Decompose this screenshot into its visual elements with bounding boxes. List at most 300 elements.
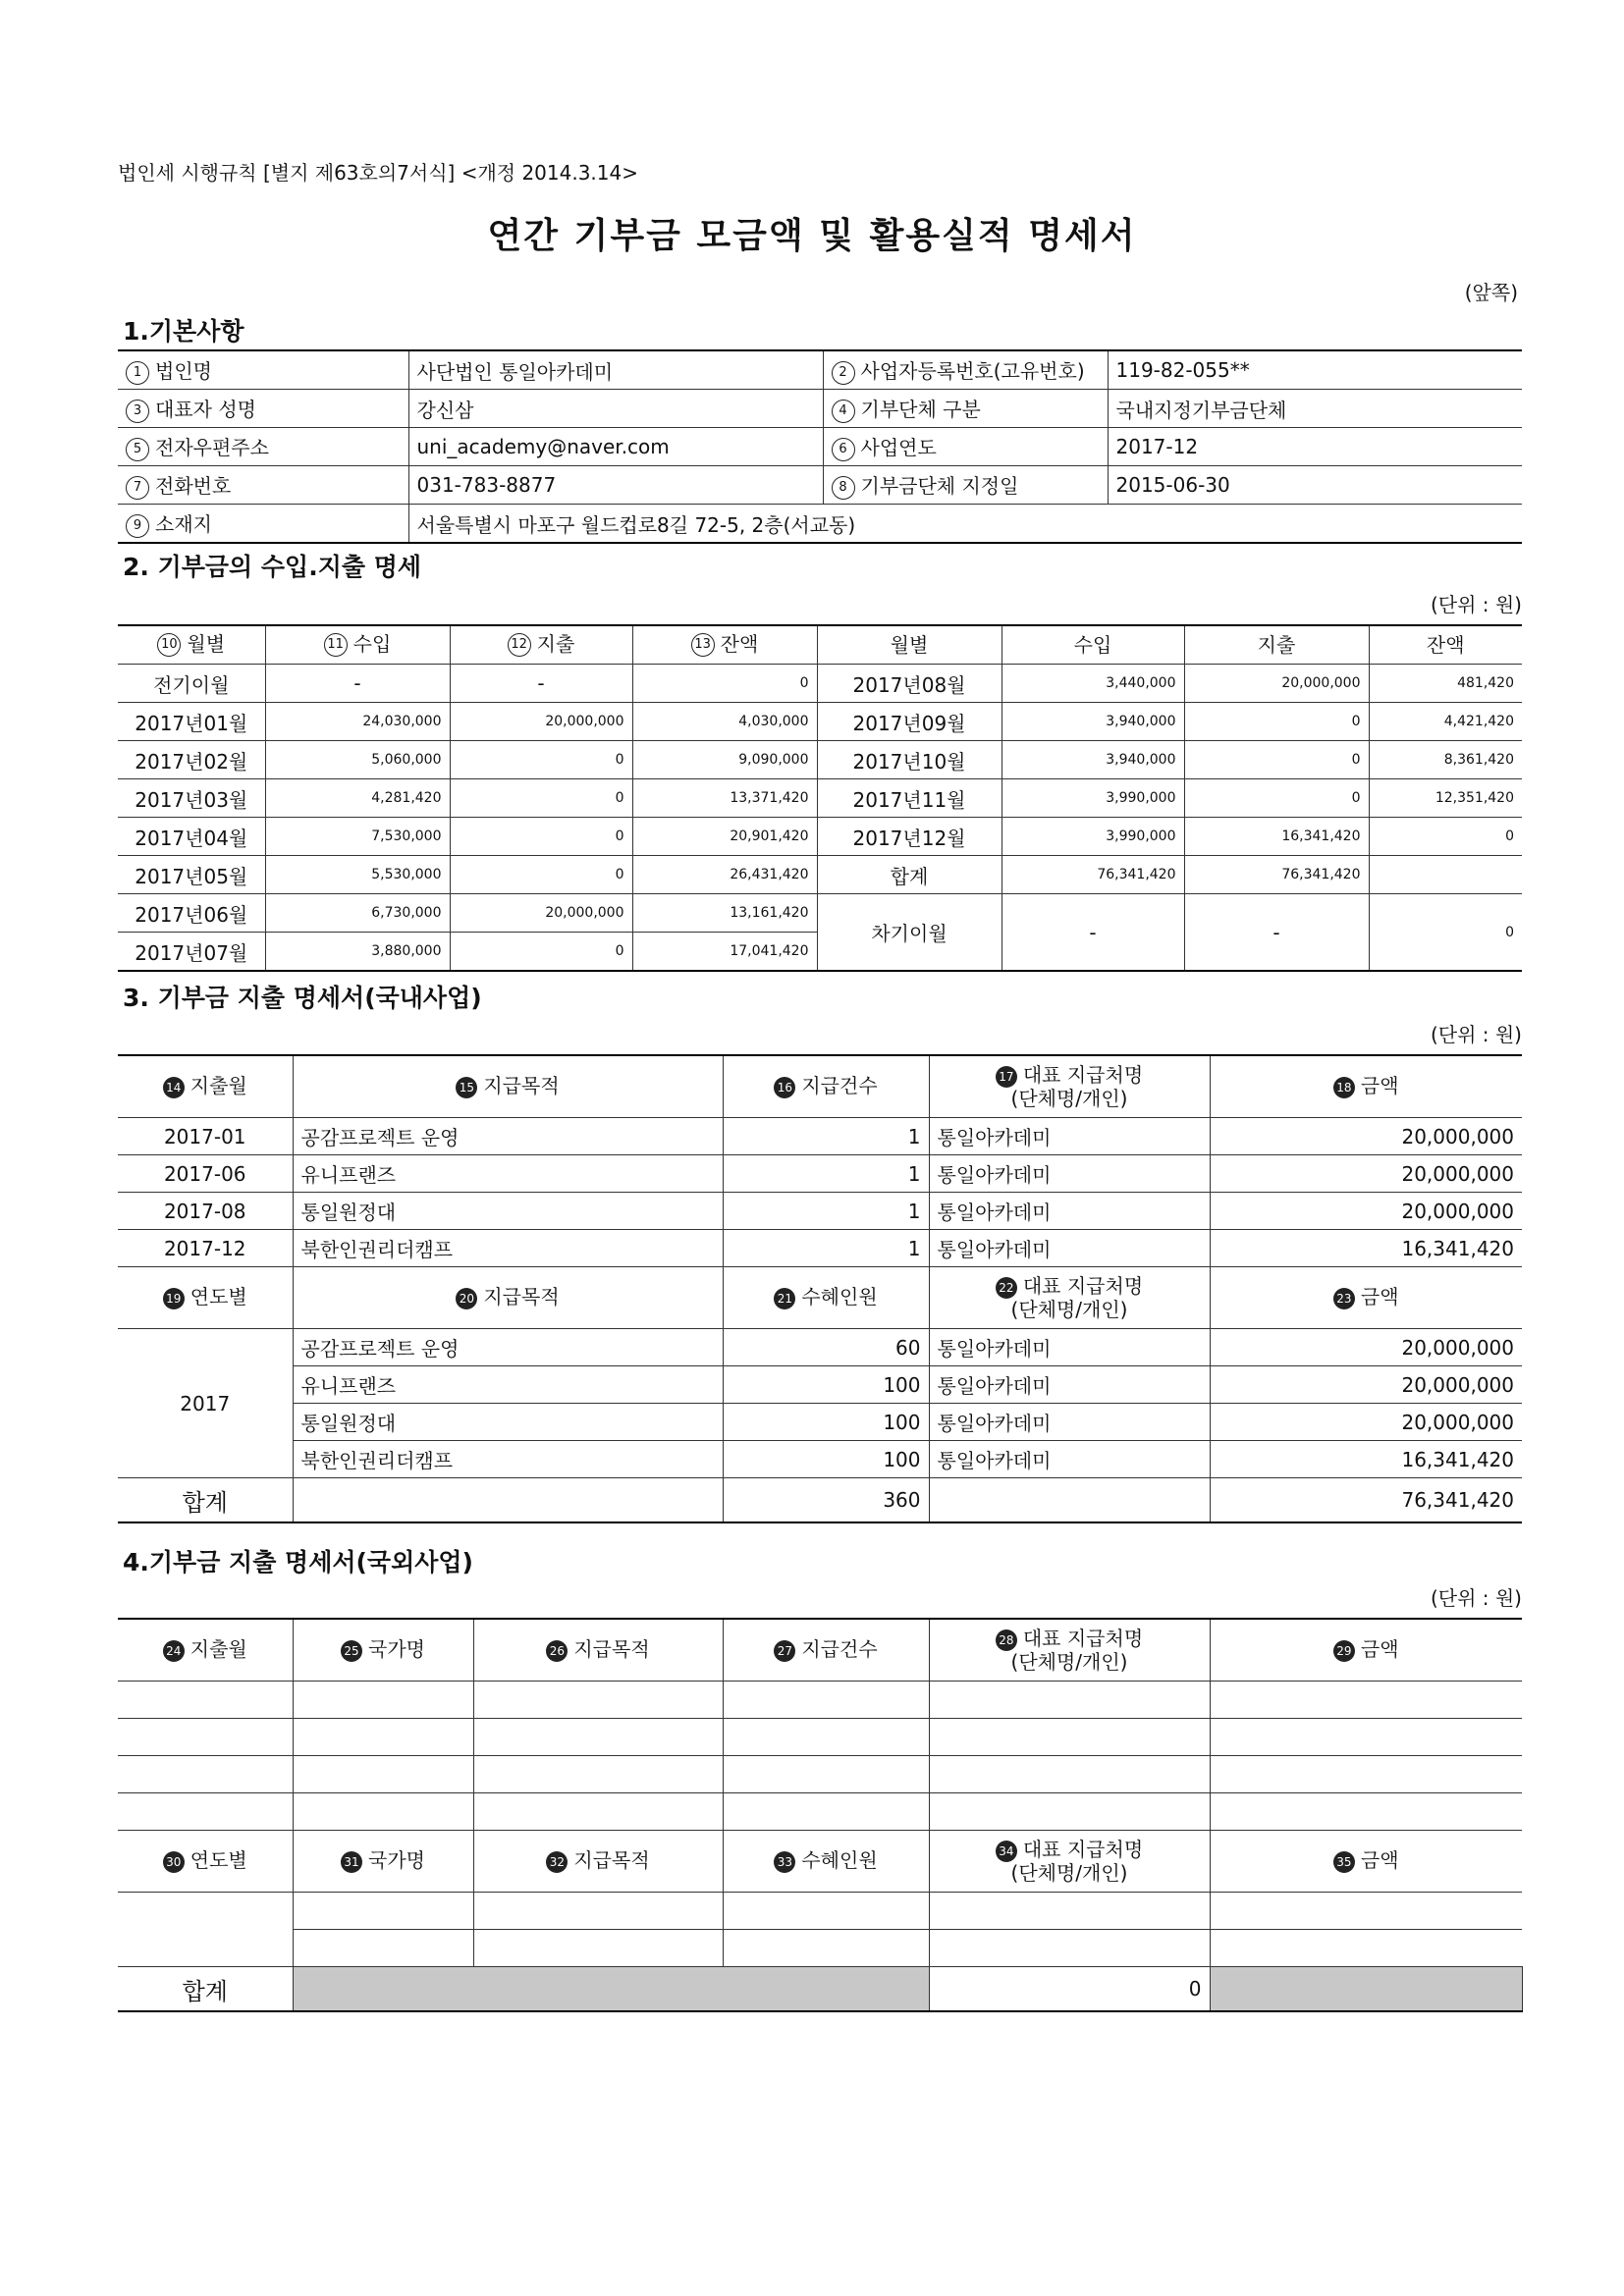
column-header — [293, 1267, 723, 1329]
empty-cell — [723, 1930, 929, 1967]
circled-number-icon: 22 — [996, 1277, 1017, 1299]
ledger-month: 2017년10월 — [817, 741, 1001, 779]
foreign-empty-row — [118, 1682, 1522, 1719]
empty-cell — [929, 1893, 1210, 1930]
empty-cell — [118, 1682, 293, 1719]
ledger-month: 2017년02월 — [118, 741, 265, 779]
circled-number-icon: 16 — [774, 1077, 795, 1098]
column-header-sub: (단체명/개인) — [1010, 1649, 1128, 1674]
circled-number-icon: 9 — [126, 514, 149, 538]
column-header-label: 금액 — [1360, 1848, 1399, 1873]
ledger-income: 3,990,000 — [1001, 779, 1184, 818]
column-header — [929, 1619, 1210, 1682]
section-domestic-title: 3. 기부금 지출 명세서(국내사업) — [123, 984, 482, 1012]
circled-number-icon: 6 — [832, 438, 855, 461]
circled-number-icon: 12 — [508, 633, 531, 657]
ledger-carry-balance: 0 — [1369, 894, 1522, 972]
ledger-month: 2017년01월 — [118, 703, 265, 741]
column-header-label: 월별 — [890, 633, 929, 657]
column-header — [1001, 625, 1184, 665]
ledger-income: 3,990,000 — [1001, 818, 1184, 856]
ledger-balance: 4,030,000 — [632, 703, 817, 741]
column-header-label: 금액 — [1360, 1285, 1399, 1309]
column-header-label: 국가명 — [368, 1848, 425, 1873]
column-header — [118, 1267, 293, 1329]
circled-number-icon: 28 — [996, 1629, 1017, 1651]
basic-key — [823, 350, 1108, 390]
column-header — [265, 625, 450, 665]
basic-value: 2015-06-30 — [1108, 466, 1522, 505]
column-header-sub: (단체명/개인) — [1010, 1860, 1128, 1885]
column-header — [118, 625, 265, 665]
domestic-header-row — [118, 1267, 1522, 1329]
ledger-balance: 481,420 — [1369, 665, 1522, 703]
spend-purpose: 공감프로젝트 운영 — [293, 1118, 723, 1155]
ledger-row — [118, 703, 1522, 741]
spend-amount: 20,000,000 — [1210, 1366, 1522, 1404]
ledger-row — [118, 665, 1522, 703]
ledger-income: 4,281,420 — [265, 779, 450, 818]
empty-cell — [723, 1893, 929, 1930]
ledger-balance: 13,371,420 — [632, 779, 817, 818]
ledger-income: 7,530,000 — [265, 818, 450, 856]
spend-amount: 16,341,420 — [1210, 1230, 1522, 1267]
empty-cell — [473, 1719, 723, 1756]
circled-number-icon: 33 — [774, 1851, 795, 1873]
ledger-unit: (단위 : 원) — [1430, 593, 1522, 616]
basic-value: 031-783-8877 — [408, 466, 823, 505]
circled-number-icon: 4 — [832, 400, 855, 423]
column-header — [293, 1619, 473, 1682]
ledger-month: 2017년12월 — [817, 818, 1001, 856]
basic-key-label: 기부단체 구분 — [860, 398, 981, 422]
ledger-balance: 8,361,420 — [1369, 741, 1522, 779]
ledger-carry-expense: - — [1184, 894, 1369, 972]
ledger-row — [118, 741, 1522, 779]
ledger-expense: 0 — [450, 856, 632, 894]
ledger-expense: 0 — [450, 933, 632, 972]
basic-key-label: 법인명 — [155, 359, 212, 384]
ledger-month: 2017년04월 — [118, 818, 265, 856]
ledger-income: 3,940,000 — [1001, 703, 1184, 741]
foreign-empty-row — [118, 1793, 1522, 1831]
foreign-table — [118, 1618, 1522, 2012]
recipient-name: 통일아카데미 — [929, 1118, 1210, 1155]
circled-number-icon: 8 — [832, 476, 855, 500]
empty-cell — [473, 1893, 723, 1930]
column-header — [1210, 1831, 1522, 1893]
ledger-income: 5,530,000 — [265, 856, 450, 894]
column-header-label: 지출 — [1257, 633, 1296, 657]
total-count: 360 — [723, 1478, 929, 1523]
year-cell — [118, 1893, 293, 1967]
page-side-label: (앞쪽) — [1464, 281, 1518, 304]
basic-key — [823, 428, 1108, 466]
recipient-name: 통일아카데미 — [929, 1155, 1210, 1193]
ledger-expense: 76,341,420 — [1184, 856, 1369, 894]
empty-cell — [1210, 1682, 1522, 1719]
empty-cell — [473, 1682, 723, 1719]
basic-info-table — [118, 349, 1522, 544]
total-row — [118, 1478, 1522, 1523]
ledger-month: 2017년06월 — [118, 894, 265, 933]
circled-number-icon: 19 — [163, 1288, 185, 1309]
basic-key — [823, 390, 1108, 428]
empty-cell — [293, 1793, 473, 1831]
circled-number-icon: 1 — [126, 361, 149, 385]
form-reference: 법인세 시행규칙 [별지 제63호의7서식] <개정 2014.3.14> — [118, 161, 638, 185]
basic-value: 119-82-055** — [1108, 350, 1522, 390]
ledger-month: 2017년09월 — [817, 703, 1001, 741]
column-header — [929, 1267, 1210, 1329]
basic-key — [118, 350, 408, 390]
empty-cell — [118, 1793, 293, 1831]
empty-cell — [1210, 1756, 1522, 1793]
column-header — [723, 1619, 929, 1682]
column-header — [723, 1055, 929, 1118]
basic-key — [118, 466, 408, 505]
basic-key — [118, 505, 408, 544]
circled-number-icon: 14 — [163, 1077, 185, 1098]
domestic-header-row — [118, 1055, 1522, 1118]
spend-amount: 20,000,000 — [1210, 1193, 1522, 1230]
column-header-label: 지급목적 — [573, 1848, 650, 1873]
circled-number-icon: 18 — [1333, 1077, 1355, 1098]
circled-number-icon: 31 — [341, 1851, 362, 1873]
ledger-expense: 0 — [1184, 741, 1369, 779]
basic-value: 사단법인 통일아카데미 — [408, 350, 823, 390]
empty-cell — [929, 1793, 1210, 1831]
circled-number-icon: 3 — [126, 400, 149, 423]
spend-count: 1 — [723, 1193, 929, 1230]
ledger-income: - — [265, 665, 450, 703]
total-label: 합계 — [118, 1967, 293, 2012]
column-header-label: 잔액 — [1426, 633, 1465, 657]
basic-row — [118, 505, 1522, 544]
ledger-balance: 0 — [1369, 818, 1522, 856]
ledger-balance — [1369, 856, 1522, 894]
recipient-name: 통일아카데미 — [929, 1230, 1210, 1267]
ledger-header-row — [118, 625, 1522, 665]
empty-cell — [929, 1682, 1210, 1719]
domestic-row — [118, 1366, 1522, 1404]
column-header-label: 지출월 — [189, 1637, 247, 1662]
recipient-name: 통일아카데미 — [929, 1193, 1210, 1230]
column-header-label: 국가명 — [368, 1637, 425, 1662]
year-cell: 2017 — [118, 1329, 293, 1478]
total-amount: 76,341,420 — [1210, 1478, 1522, 1523]
column-header-label: 지출월 — [189, 1074, 247, 1098]
empty-cell — [723, 1793, 929, 1831]
column-header-label: 연도별 — [189, 1285, 247, 1309]
ledger-balance: 0 — [632, 665, 817, 703]
total-label: 합계 — [118, 1478, 293, 1523]
basic-key-label: 전화번호 — [155, 474, 232, 499]
column-header — [632, 625, 817, 665]
basic-value: 서울특별시 마포구 월드컵로8길 72-5, 2층(서교동) — [408, 505, 1522, 544]
column-header-label: 연도별 — [189, 1848, 247, 1873]
empty-cell — [118, 1756, 293, 1793]
foreign-empty-row — [118, 1756, 1522, 1793]
basic-key — [118, 428, 408, 466]
empty-cell — [1210, 1893, 1522, 1930]
recipient-name: 통일아카데미 — [929, 1329, 1210, 1366]
empty-cell — [293, 1682, 473, 1719]
basic-key-label: 사업연도 — [860, 436, 937, 460]
section-basic-title: 1.기본사항 — [123, 317, 244, 346]
ledger-expense: 16,341,420 — [1184, 818, 1369, 856]
total-empty — [293, 1478, 723, 1523]
basic-key-label: 사업자등록번호(고유번호) — [860, 359, 1085, 384]
ledger-expense: 0 — [450, 779, 632, 818]
empty-cell — [1210, 1930, 1522, 1967]
ledger-expense: 0 — [1184, 703, 1369, 741]
column-header — [1210, 1619, 1522, 1682]
ledger-month: 합계 — [817, 856, 1001, 894]
circled-number-icon: 17 — [996, 1066, 1017, 1088]
spend-purpose: 통일원정대 — [293, 1193, 723, 1230]
circled-number-icon: 34 — [996, 1841, 1017, 1862]
empty-cell — [1210, 1719, 1522, 1756]
column-header-label: 지급건수 — [801, 1074, 878, 1098]
foreign-empty-row — [118, 1930, 1522, 1967]
column-header-label: 대표 지급처명 — [1022, 1838, 1144, 1862]
circled-number-icon: 20 — [456, 1288, 477, 1309]
spend-purpose: 북한인권리더캠프 — [293, 1230, 723, 1267]
spend-month: 2017-06 — [118, 1155, 293, 1193]
basic-key-label: 전자우편주소 — [155, 436, 269, 460]
ledger-expense: 20,000,000 — [450, 894, 632, 933]
column-header — [929, 1831, 1210, 1893]
circled-number-icon: 10 — [157, 633, 181, 657]
domestic-row — [118, 1155, 1522, 1193]
foreign-header-row — [118, 1831, 1522, 1893]
spend-month: 2017-08 — [118, 1193, 293, 1230]
spend-month: 2017-12 — [118, 1230, 293, 1267]
total-row — [118, 1967, 1522, 2012]
ledger-income: 24,030,000 — [265, 703, 450, 741]
circled-number-icon: 15 — [456, 1077, 477, 1098]
column-header-label: 지출 — [536, 631, 575, 656]
beneficiary-count: 100 — [723, 1366, 929, 1404]
empty-cell — [473, 1930, 723, 1967]
ledger-income: 5,060,000 — [265, 741, 450, 779]
column-header — [118, 1055, 293, 1118]
column-header — [473, 1619, 723, 1682]
circled-number-icon: 13 — [691, 633, 715, 657]
recipient-name: 통일아카데미 — [929, 1404, 1210, 1441]
circled-number-icon: 2 — [832, 361, 855, 385]
domestic-row — [118, 1193, 1522, 1230]
basic-key-label: 대표자 성명 — [155, 398, 256, 422]
empty-cell — [473, 1756, 723, 1793]
empty-cell — [293, 1756, 473, 1793]
column-header-label: 대표 지급처명 — [1022, 1063, 1144, 1088]
empty-cell — [929, 1719, 1210, 1756]
basic-value: uni_academy@naver.com — [408, 428, 823, 466]
column-header-label: 월별 — [187, 631, 226, 656]
section-ledger-title: 2. 기부금의 수입.지출 명세 — [123, 553, 422, 581]
domestic-row — [118, 1230, 1522, 1267]
total-empty — [929, 1478, 1210, 1523]
recipient-name: 통일아카데미 — [929, 1366, 1210, 1404]
column-header — [293, 1831, 473, 1893]
basic-value: 강신삼 — [408, 390, 823, 428]
beneficiary-count: 100 — [723, 1404, 929, 1441]
ledger-balance: 4,421,420 — [1369, 703, 1522, 741]
domestic-row — [118, 1329, 1522, 1366]
ledger-carry-income: - — [1001, 894, 1184, 972]
empty-cell — [723, 1682, 929, 1719]
circled-number-icon: 5 — [126, 438, 149, 461]
column-header — [723, 1831, 929, 1893]
spend-month: 2017-01 — [118, 1118, 293, 1155]
column-header-label: 잔액 — [720, 631, 759, 656]
circled-number-icon: 21 — [774, 1288, 795, 1309]
ledger-month: 2017년08월 — [817, 665, 1001, 703]
column-header-label: 지급목적 — [483, 1285, 560, 1309]
ledger-row — [118, 856, 1522, 894]
ledger-row — [118, 779, 1522, 818]
column-header — [1369, 625, 1522, 665]
ledger-income: 3,440,000 — [1001, 665, 1184, 703]
circled-number-icon: 30 — [163, 1851, 185, 1873]
column-header-label: 대표 지급처명 — [1022, 1627, 1144, 1651]
column-header-label: 수혜인원 — [801, 1285, 878, 1309]
column-header — [817, 625, 1001, 665]
section-foreign-title: 4.기부금 지출 명세서(국외사업) — [123, 1548, 473, 1576]
spend-purpose: 공감프로젝트 운영 — [293, 1329, 723, 1366]
column-header — [1210, 1267, 1522, 1329]
domestic-table — [118, 1054, 1522, 1523]
ledger-income: 6,730,000 — [265, 894, 450, 933]
ledger-balance: 17,041,420 — [632, 933, 817, 972]
beneficiary-count: 60 — [723, 1329, 929, 1366]
ledger-expense: 20,000,000 — [1184, 665, 1369, 703]
column-header-sub: (단체명/개인) — [1010, 1086, 1128, 1110]
spend-count: 1 — [723, 1230, 929, 1267]
foreign-header-row — [118, 1619, 1522, 1682]
document-title: 연간 기부금 모금액 및 활용실적 명세서 — [487, 216, 1137, 256]
column-header-label: 수혜인원 — [801, 1848, 878, 1873]
column-header-label: 지급목적 — [573, 1637, 650, 1662]
ledger-month: 2017년05월 — [118, 856, 265, 894]
foreign-empty-row — [118, 1719, 1522, 1756]
column-header — [118, 1619, 293, 1682]
spend-count: 1 — [723, 1118, 929, 1155]
circled-number-icon: 11 — [324, 633, 348, 657]
empty-cell — [1210, 1793, 1522, 1831]
ledger-month: 2017년03월 — [118, 779, 265, 818]
basic-row — [118, 466, 1522, 505]
domestic-row — [118, 1441, 1522, 1478]
column-header-label: 대표 지급처명 — [1022, 1274, 1144, 1299]
foreign-empty-row — [118, 1893, 1522, 1930]
ledger-balance: 12,351,420 — [1369, 779, 1522, 818]
spend-purpose: 유니프랜즈 — [293, 1366, 723, 1404]
ledger-income: 3,880,000 — [265, 933, 450, 972]
spend-amount: 20,000,000 — [1210, 1118, 1522, 1155]
ledger-expense: - — [450, 665, 632, 703]
column-header — [473, 1831, 723, 1893]
empty-cell — [293, 1893, 473, 1930]
basic-key-label: 소재지 — [155, 512, 212, 537]
circled-number-icon: 32 — [546, 1851, 568, 1873]
total-shaded — [293, 1967, 929, 2012]
circled-number-icon: 29 — [1333, 1640, 1355, 1662]
circled-number-icon: 27 — [774, 1640, 795, 1662]
ledger-expense: 0 — [1184, 779, 1369, 818]
circled-number-icon: 25 — [341, 1640, 362, 1662]
empty-cell — [929, 1756, 1210, 1793]
spend-purpose: 통일원정대 — [293, 1404, 723, 1441]
column-header — [1184, 625, 1369, 665]
spend-purpose: 유니프랜즈 — [293, 1155, 723, 1193]
ledger-balance: 20,901,420 — [632, 818, 817, 856]
basic-row — [118, 390, 1522, 428]
column-header-label: 수입 — [352, 631, 392, 656]
circled-number-icon: 23 — [1333, 1288, 1355, 1309]
basic-key-label: 기부금단체 지정일 — [860, 474, 1019, 499]
ledger-row — [118, 894, 1522, 933]
spend-amount: 16,341,420 — [1210, 1441, 1522, 1478]
column-header-label: 수입 — [1073, 633, 1112, 657]
ledger-table — [118, 624, 1522, 972]
beneficiary-count: 100 — [723, 1441, 929, 1478]
empty-cell — [118, 1719, 293, 1756]
basic-value: 국내지정기부금단체 — [1108, 390, 1522, 428]
basic-key — [823, 466, 1108, 505]
column-header — [293, 1055, 723, 1118]
ledger-balance: 13,161,420 — [632, 894, 817, 933]
column-header — [929, 1055, 1210, 1118]
spend-amount: 20,000,000 — [1210, 1155, 1522, 1193]
empty-cell — [723, 1756, 929, 1793]
ledger-expense: 20,000,000 — [450, 703, 632, 741]
circled-number-icon: 7 — [126, 476, 149, 500]
empty-cell — [723, 1719, 929, 1756]
ledger-carry-label: 차기이월 — [817, 894, 1001, 972]
column-header-label: 지급건수 — [801, 1637, 878, 1662]
column-header-sub: (단체명/개인) — [1010, 1297, 1128, 1321]
spend-purpose: 북한인권리더캠프 — [293, 1441, 723, 1478]
ledger-row — [118, 818, 1522, 856]
basic-key — [118, 390, 408, 428]
spend-count: 1 — [723, 1155, 929, 1193]
spend-amount: 20,000,000 — [1210, 1404, 1522, 1441]
ledger-income: 76,341,420 — [1001, 856, 1184, 894]
empty-cell — [293, 1719, 473, 1756]
basic-row — [118, 350, 1522, 390]
basic-value: 2017-12 — [1108, 428, 1522, 466]
domestic-row — [118, 1404, 1522, 1441]
total-shaded — [1210, 1967, 1522, 2012]
ledger-expense: 0 — [450, 741, 632, 779]
ledger-month: 전기이월 — [118, 665, 265, 703]
column-header-label: 지급목적 — [483, 1074, 560, 1098]
column-header-label: 금액 — [1360, 1637, 1399, 1662]
circled-number-icon: 26 — [546, 1640, 568, 1662]
circled-number-icon: 24 — [163, 1640, 185, 1662]
recipient-name: 통일아카데미 — [929, 1441, 1210, 1478]
ledger-expense: 0 — [450, 818, 632, 856]
empty-cell — [293, 1930, 473, 1967]
column-header — [1210, 1055, 1522, 1118]
basic-row — [118, 428, 1522, 466]
column-header — [450, 625, 632, 665]
domestic-unit: (단위 : 원) — [1430, 1023, 1522, 1046]
ledger-month: 2017년07월 — [118, 933, 265, 972]
